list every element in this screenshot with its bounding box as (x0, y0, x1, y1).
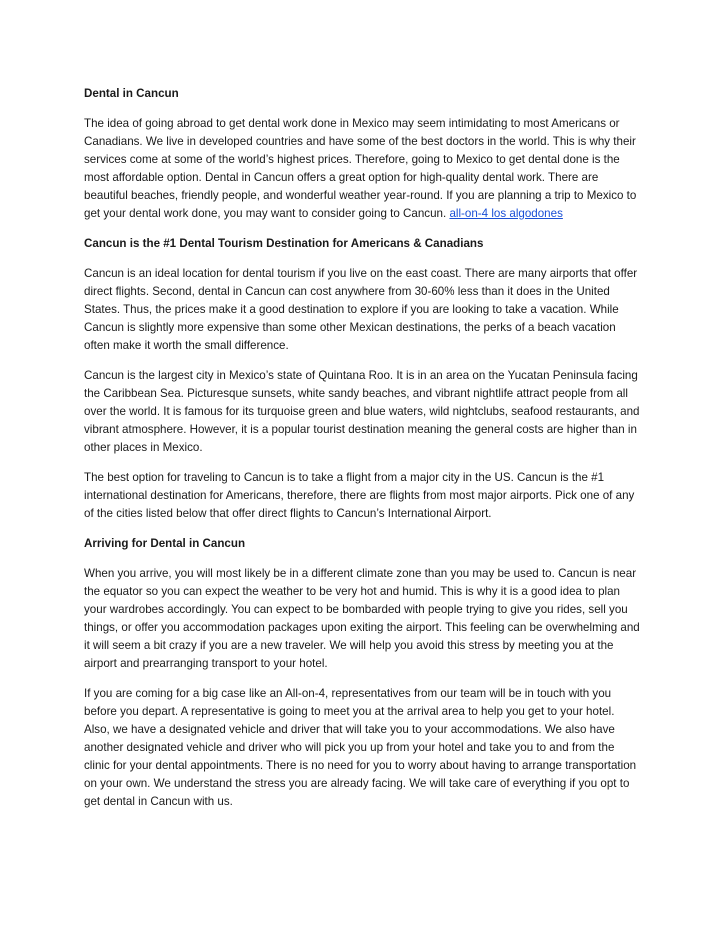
section-heading-dental-tourism-destination: Cancun is the #1 Dental Tourism Destination for Americans & Canadians (84, 237, 484, 250)
paragraph-best-option-travel: The best option for traveling to Cancun is to take a flight from a major city in the US. Cancun is the #1 international destination for Americans, therefore, there are flights from most major airports. Pick one of any of the cities listed below that offer direct flights to Cancun’s International Airport. (84, 471, 635, 520)
section-heading-dental-in-cancun: Dental in Cancun (84, 87, 179, 100)
section-heading-arriving: Arriving for Dental in Cancun (84, 537, 246, 550)
paragraph-largest-city: Cancun is the largest city in Mexico’s state of Quintana Roo. It is in an area on the Yucatan Peninsula facing the Caribbean Sea. Picturesque sunsets, white sandy beaches, and vibrant nightlife attract people from all over the world. It is famous for its turquoise green and blue waters, wild nightclubs, seafood restaurants, and vibrant atmosphere. However, it is a popular tourist destination meaning the general costs are higher than in other places in Mexico. (84, 369, 640, 454)
paragraph-when-you-arrive: When you arrive, you will most likely be in a different climate zone than you may be used to. Cancun is near the equator so you can expect the weather to be very hot and humid. This is why it is a good idea to plan your wardrobes accordingly. You can expect to be bombarded with people trying to give you rides, sell you things, or offer you accommodation packages upon exiting the airport. This feeling can be overwhelming and it will seem a bit crazy if you are a new traveler. We will help you avoid this stress by meeting you at the airport and prearranging transport to your hotel. (84, 567, 640, 670)
document-body (84, 85, 640, 823)
paragraph-big-case: If you are coming for a big case like an All-on-4, representatives from our team will be in touch with you before you depart. A representative is going to meet you at the arrival area to help you get to your hotel. Also, we have a designated vehicle and driver that will take you to your accommodations. We also have another designated vehicle and driver who will pick you up from your hotel and take you to and from the clinic for your dental appointments. There is no need for you to worry about having to arrange transportation on your own. We understand the stress you are already facing. We will take care of everything if you opt to get dental in Cancun with us. (84, 687, 637, 808)
paragraph-intro-text: The idea of going abroad to get dental work done in Mexico may seem intimidating to most Americans or Canadians. We live in developed countries and have some of the best doctors in the world. This is why their services come at some of the world’s highest prices. Therefore, going to Mexico to get dental done is the most affordable option. Dental in Cancun offers a great option for high-quality dental work. There are beautiful beaches, friendly people, and wonderful weather year-round. If you are planning a trip to Mexico to get your dental work done, you may want to consider going to Cancun. (84, 117, 637, 220)
paragraph-intro (84, 115, 640, 223)
paragraph-ideal-location: Cancun is an ideal location for dental tourism if you live on the east coast. There are many airports that offer direct flights. Second, dental in Cancun can cost anywhere from 30-60% less than it does in the United States. Thus, the prices make it a good destination to explore if you are looking to take a vacation. While Cancun is slightly more expensive than some other Mexican destinations, the perks of a beach vacation often make it worth the small difference. (84, 267, 638, 352)
all-on-4-los-algodones-link[interactable]: all-on-4 los algodones (449, 207, 563, 220)
